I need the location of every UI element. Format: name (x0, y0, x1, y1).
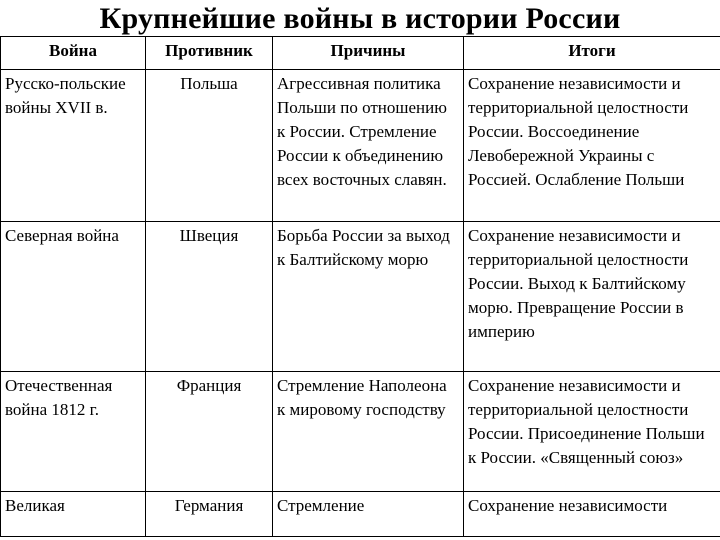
war-cell: Отечественная война 1812 г. (1, 372, 146, 492)
results-cell: Сохранение независимости и территориальной целостности России. Присоединение Польши к России. «Священный союз» (464, 372, 720, 492)
header-results: Итоги (464, 37, 720, 70)
causes-cell: Борьба России за выход к Балтийскому морю (273, 222, 464, 372)
opponent-cell: Германия (146, 492, 273, 537)
header-war: Война (1, 37, 146, 70)
opponent-cell: Швеция (146, 222, 273, 372)
war-cell: Северная война (1, 222, 146, 372)
opponent-cell: Франция (146, 372, 273, 492)
table-header-row (1, 37, 720, 70)
war-cell: Русско-польские войны XVII в. (1, 70, 146, 222)
causes-cell: Агрессивная политика Польши по отношению к России. Стремление России к объединению всех восточных славян. (273, 70, 464, 222)
results-cell: Сохранение независимости и территориальной целостности России. Выход к Балтийскому морю. Превращение России в империю (464, 222, 720, 372)
header-opponent: Противник (146, 37, 273, 70)
table-row (1, 70, 720, 222)
table-row (1, 372, 720, 492)
wars-table (0, 36, 720, 537)
results-cell: Сохранение независимости (464, 492, 720, 537)
causes-cell: Стремление Наполеона к мировому господству (273, 372, 464, 492)
page-title: Крупнейшие войны в истории России (99, 2, 621, 35)
causes-cell: Стремление (273, 492, 464, 537)
table-row (1, 222, 720, 372)
table-row (1, 492, 720, 537)
war-cell: Великая (1, 492, 146, 537)
results-cell: Сохранение независимости и территориальной целостности России. Воссоединение Левобережной Украины с Россией. Ослабление Польши (464, 70, 720, 222)
opponent-cell: Польша (146, 70, 273, 222)
header-causes: Причины (273, 37, 464, 70)
